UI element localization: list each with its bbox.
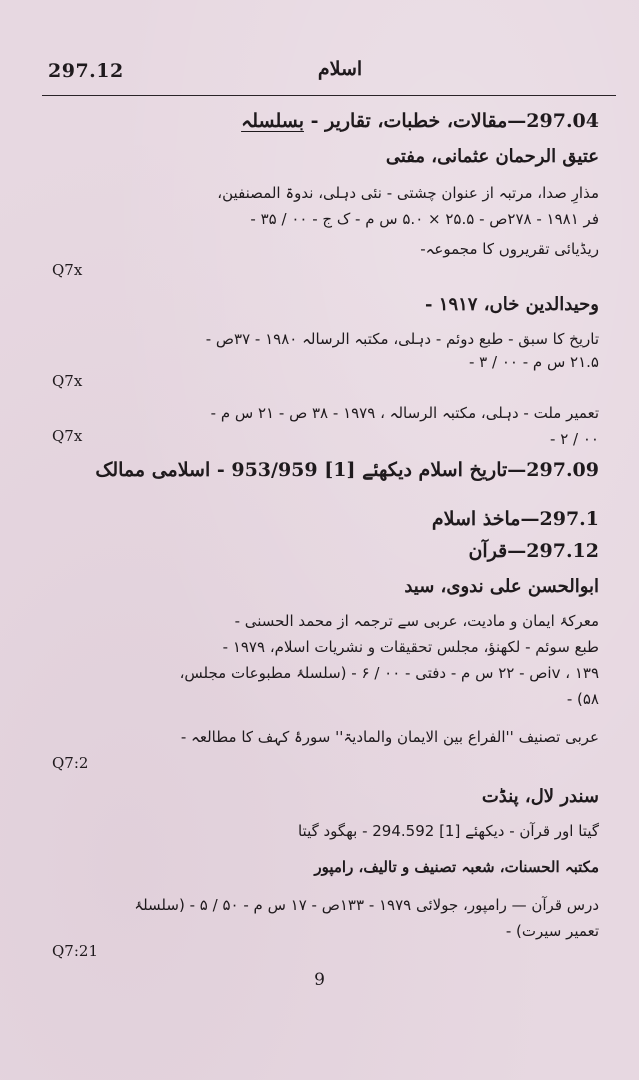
entry-line: ۲۱.۵ س م - ۰۰ / ۳ - <box>468 353 599 371</box>
entry-note: ریڈیائی تقریروں کا مجموعہ- <box>420 240 599 258</box>
classification-code: Q7:2 <box>52 754 89 772</box>
entry-line: طبع سوئم - لکھنؤ، مجلس تحقیقات و نشریات اسلام، ۱۹۷۹ - <box>222 638 599 656</box>
entry-line: گیتا اور قرآن - دیکھئے [1] 294.592 - بھگود گیتا <box>297 822 599 840</box>
entry-line: تاریخ کا سبق - طبع دوئم - دہلی، مکتبہ الرسالہ ۱۹۸۰ - ۳۷ص - <box>205 330 599 348</box>
entry-line: مذارِ صدا، مرتبہ از عنوان چشتی - نئی دہلی، ندوۃ المصنفین، <box>217 184 599 202</box>
header-rule <box>42 95 616 96</box>
classification-code: Q7x <box>52 261 83 279</box>
entry-line: معرکۂ ایمان و مادیت، عربی سے ترجمہ از محمد الحسنی - <box>234 612 599 630</box>
classification-code: Q7x <box>52 372 83 390</box>
section-heading-297-09: 297.09—تاریخ اسلام دیکھئے [1] 953/959 - اسلامی ممالک <box>95 459 599 481</box>
section-heading-297-12: 297.12—قرآن <box>468 540 599 562</box>
section-heading-underlined: بسلسلہ <box>241 110 304 132</box>
author-atiq-ur-rahman: عتیق الرحمان عثمانی، مفتی <box>385 146 599 167</box>
entry-line: فر ۱۹۸۱ - ۲۷۸ص - ۲۵.۵ × ۵.۰ س م - ک ج - ۰۰ / ۳۵ - <box>250 210 599 228</box>
section-heading-prefix: 297.04—مقالات، خطبات، تقاریر - <box>303 110 599 132</box>
footer-page-number: 9 <box>314 970 325 990</box>
entry-line: تعمیر ملت - دہلی، مکتبہ الرسالہ ، ۱۹۷۹ - ۳۸ ص - ۲۱ س م - <box>210 404 599 422</box>
header-page-number: 297.12 <box>48 60 124 82</box>
author-sundar-lal: سندر لال، پنڈت <box>481 786 599 807</box>
author-wahiduddin-khan: وحیدالدین خاں، ۱۹۱۷ - <box>425 294 599 315</box>
entry-line: درس قرآن — رامپور، جولائی ۱۹۷۹ - ۱۳۳ص - ۱۷ س م - ۵۰ / ۵ - (سلسلۂ <box>134 896 599 914</box>
entry-line: ۰۰ / ۲ - <box>550 430 599 448</box>
author-abul-hasan-ali-nadwi: ابوالحسن علی ندوی، سید <box>404 576 599 597</box>
classification-code: Q7x <box>52 427 83 445</box>
section-heading-297-04 <box>241 110 599 132</box>
entry-line: تعمیر سیرت) - <box>505 922 599 940</box>
entry-line: ۵۸) - <box>566 690 599 708</box>
author-maktaba-al-hasanat: مکتبہ الحسنات، شعبہ تصنیف و تالیف، رامپور <box>314 858 599 876</box>
classification-code: Q7:21 <box>52 942 98 960</box>
entry-line: iv ، ۱۳۹ص - ۲۲ س م - دفتی - ۰۰ / ۶ - (سلسلۂ مطبوعات مجلس، <box>179 664 599 682</box>
section-heading-297-1: 297.1—ماخذ اسلام <box>431 508 599 530</box>
entry-note: عربی تصنیف ''الفراع بین الایمان والمادیۃ'' سورۂ کہف کا مطالعہ - <box>180 728 599 746</box>
running-head-title: اسلام <box>317 58 363 80</box>
